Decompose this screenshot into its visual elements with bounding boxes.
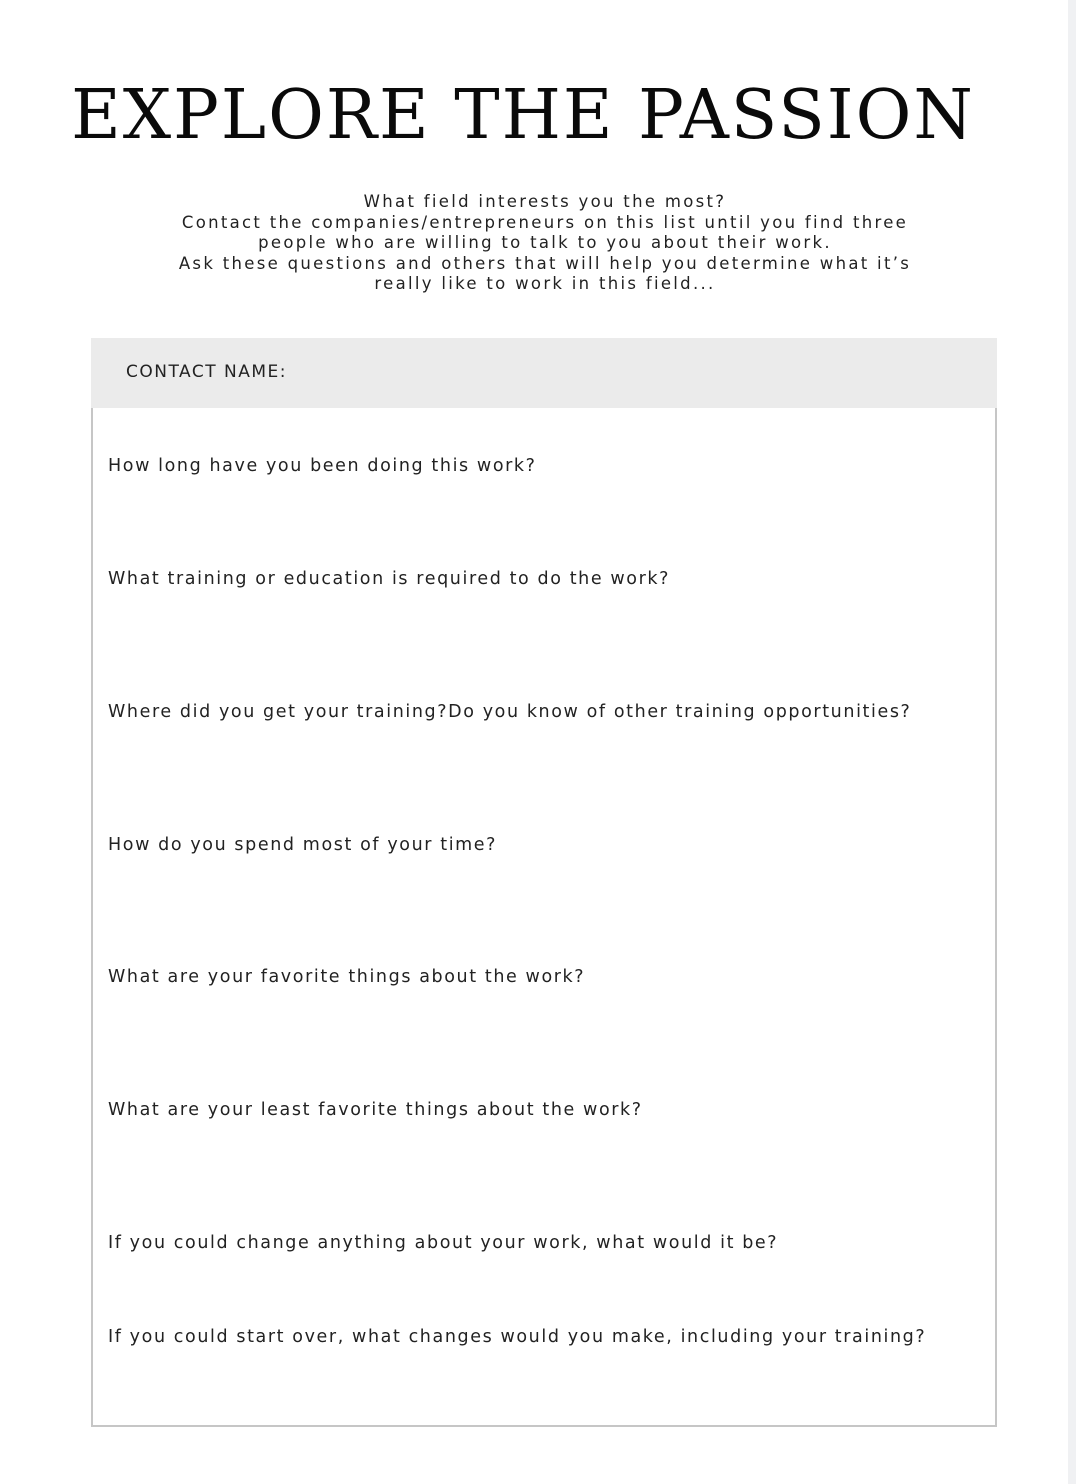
intro-line: really like to work in this field...: [374, 274, 716, 293]
question-item: What training or education is required to do the work?: [108, 569, 671, 589]
question-item: What are your favorite things about the work?: [108, 967, 586, 987]
intro-line: What field interests you the most?: [363, 192, 727, 211]
contact-name-header[interactable]: [91, 338, 997, 408]
intro-line: Ask these questions and others that will help you determine what it’s: [178, 253, 912, 273]
question-item: If you could start over, what changes would you make, including your training?: [108, 1327, 927, 1347]
intro-text: [140, 192, 950, 295]
page-title: EXPLORE THE PASSION: [71, 76, 975, 155]
question-item: How long have you been doing this work?: [108, 456, 537, 476]
question-item: If you could change anything about your work, what would it be?: [108, 1233, 779, 1253]
intro-line: Contact the companies/entrepreneurs on this list until you find three: [181, 212, 909, 232]
question-item: What are your least favorite things about the work?: [108, 1100, 643, 1120]
contact-name-label: CONTACT NAME:: [126, 362, 288, 382]
question-item: How do you spend most of your time?: [108, 835, 498, 855]
intro-line: people who are willing to talk to you about their work.: [258, 233, 832, 252]
page-edge: [1068, 0, 1076, 1484]
question-item: Where did you get your training?Do you know of other training opportunities?: [108, 702, 912, 722]
interview-card: [91, 338, 997, 1427]
